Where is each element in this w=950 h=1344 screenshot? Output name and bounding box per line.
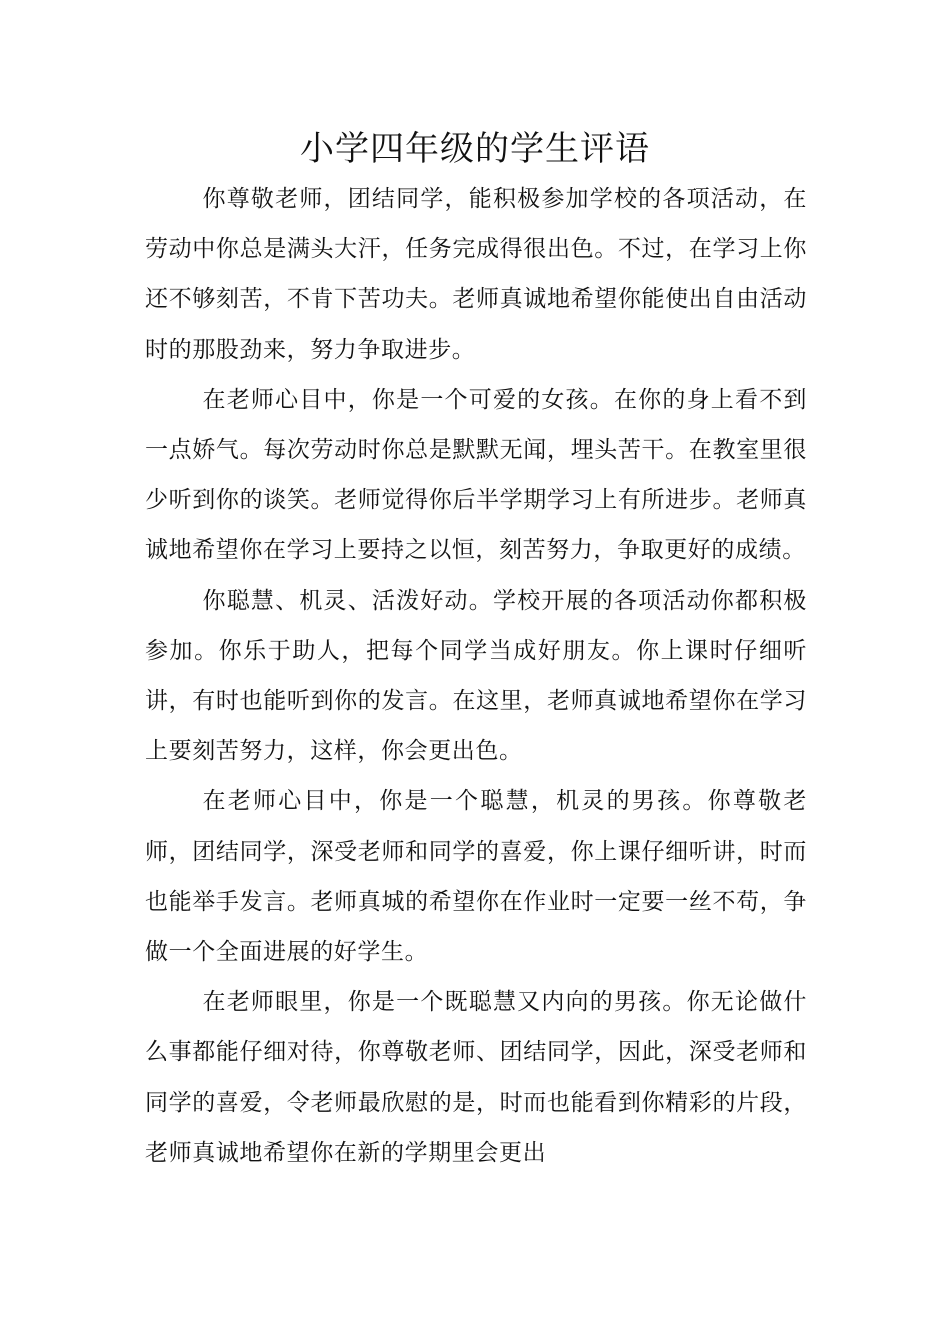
document-body (145, 174, 807, 1178)
paragraph-2: 在老师心目中，你是一个可爱的女孩。在你的身上看不到一点娇气。每次劳动时你总是默默无闻，埋头苦干。在教室里很少听到你的谈笑。老师觉得你后半学期学习上有所进步。老师真诚地希望你在学习上要持之以恒，刻苦努力，争取更好的成绩。 (145, 386, 807, 564)
paragraph-4: 在老师心目中，你是一个聪慧，机灵的男孩。你尊敬老师，团结同学，深受老师和同学的喜爱，你上课仔细听讲，时而也能举手发言。老师真城的希望你在作业时一定要一丝不苟，争做一个全面进展的好学生。 (145, 788, 807, 966)
document-title: 小学四年级的学生评语 (300, 129, 650, 169)
paragraph-1: 你尊敬老师，团结同学，能积极参加学校的各项活动，在劳动中你总是满头大汗，任务完成得很出色。不过，在学习上你还不够刻苦，不肯下苦功夫。老师真诚地希望你能使出自由活动时的那股劲来，努力争取进步。 (145, 186, 807, 363)
paragraph-3: 你聪慧、机灵、活泼好动。学校开展的各项活动你都积极参加。你乐于助人，把每个同学当成好朋友。你上课时仔细听讲，有时也能听到你的发言。在这里，老师真诚地希望你在学习上要刻苦努力，这样，你会更出色。 (145, 587, 807, 765)
paragraph-5: 在老师眼里，你是一个既聪慧又内向的男孩。你无论做什么事都能仔细对待，你尊敬老师、团结同学，因此，深受老师和同学的喜爱，令老师最欣慰的是，时而也能看到你精彩的片段，老师真诚地希望你在新的学期里会更出 (145, 989, 807, 1166)
